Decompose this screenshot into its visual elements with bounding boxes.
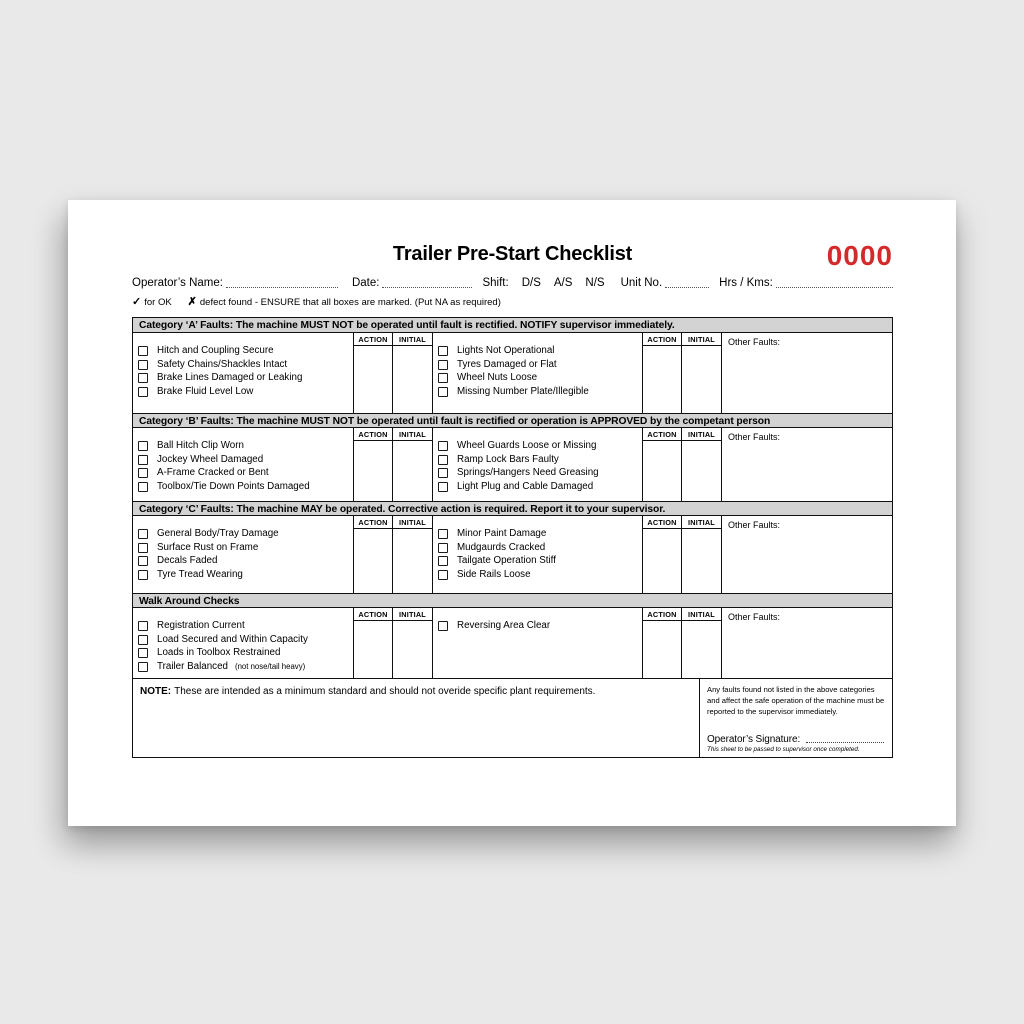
- action-column-header: ACTION: [354, 333, 392, 346]
- item-label: Ball Hitch Clip Worn: [157, 440, 244, 452]
- item-label: Brake Fluid Level Low: [157, 386, 254, 398]
- section-body-category-c: [133, 516, 892, 593]
- other-faults-label: Other Faults:: [728, 520, 781, 531]
- checkbox[interactable]: [438, 387, 448, 397]
- checklist-item: [433, 385, 642, 399]
- item-label: Hitch and Coupling Secure: [157, 345, 274, 357]
- checklist-items-left: [133, 516, 354, 593]
- operator-name-input-line[interactable]: [226, 287, 338, 288]
- hrs-kms-label: Hrs / Kms:: [719, 277, 773, 289]
- check-icon: ✓: [132, 296, 142, 309]
- sheet-number: 0000: [826, 240, 893, 271]
- initial-entry-cell[interactable]: [393, 441, 432, 501]
- initial-column-header: INITIAL: [393, 428, 432, 441]
- item-label: Reversing Area Clear: [457, 620, 551, 632]
- action-entry-cell[interactable]: [354, 441, 392, 501]
- page-title: Trailer Pre-Start Checklist: [392, 243, 633, 265]
- item-label: Safety Chains/Shackles Intact: [157, 358, 288, 370]
- checklist-item: [433, 480, 642, 494]
- note-cell: [133, 679, 700, 757]
- item-suffix: (not nose/tail heavy): [234, 662, 306, 672]
- initial-column: [393, 333, 433, 413]
- section-body-category-a: [133, 333, 892, 413]
- item-label: Lights Not Operational: [457, 345, 555, 357]
- checklist-item: [433, 344, 642, 358]
- action-column-header: ACTION: [643, 516, 681, 529]
- section-header-category-a: Category ‘A’ Faults: The machine MUST NOT be operated until fault is rectified. NOTIFY supervisor immediately.: [133, 318, 892, 333]
- operator-name-label: Operator’s Name:: [132, 277, 223, 289]
- item-label: Brake Lines Damaged or Leaking: [157, 372, 303, 384]
- action-column: [354, 333, 393, 413]
- checklist-table: [132, 317, 893, 758]
- note-label: NOTE:: [140, 686, 172, 698]
- action-column-header: ACTION: [354, 516, 392, 529]
- checklist-item: [433, 453, 642, 467]
- checkbox[interactable]: [138, 387, 148, 397]
- initial-entry-cell[interactable]: [682, 621, 721, 678]
- checkbox[interactable]: [438, 570, 448, 580]
- unit-no-input-line[interactable]: [665, 287, 709, 288]
- shift-label: Shift:: [482, 277, 509, 289]
- action-column: [643, 428, 682, 501]
- initial-entry-cell[interactable]: [682, 346, 721, 413]
- section-header-category-b: Category ‘B’ Faults: The machine MUST NOT be operated until fault is rectified or operation is APPROVED by the competant person: [133, 413, 892, 428]
- action-entry-cell[interactable]: [354, 621, 392, 678]
- initial-entry-cell[interactable]: [682, 441, 721, 501]
- checklist-item: [133, 541, 353, 555]
- action-column-header: ACTION: [643, 428, 681, 441]
- action-column-header: ACTION: [643, 608, 681, 621]
- action-column: [643, 516, 682, 593]
- checklist-items-left: [133, 608, 354, 678]
- other-faults-label: Other Faults:: [728, 612, 781, 623]
- checkbox[interactable]: [438, 468, 448, 478]
- checklist-items-left: [133, 333, 354, 413]
- checklist-item: [433, 555, 642, 569]
- date-label: Date:: [351, 277, 380, 289]
- initial-column-header: INITIAL: [682, 333, 721, 346]
- action-column: [643, 608, 682, 678]
- other-faults-cell[interactable]: [722, 333, 892, 413]
- footer-row: [133, 678, 892, 757]
- section-header-category-c: Category ‘C’ Faults: The machine MAY be operated. Corrective action is required. Report it to your supervisor.: [133, 501, 892, 516]
- initial-column-header: INITIAL: [682, 608, 721, 621]
- checklist-item: [133, 619, 353, 633]
- action-column-header: ACTION: [643, 333, 681, 346]
- checklist-item: [133, 660, 353, 674]
- item-label: Missing Number Plate/Illegible: [457, 386, 589, 398]
- item-label: Tyre Tread Wearing: [157, 569, 243, 581]
- checkbox[interactable]: [138, 543, 148, 553]
- checklist-items-right: [433, 516, 643, 593]
- action-entry-cell[interactable]: [643, 346, 681, 413]
- checkbox[interactable]: [438, 482, 448, 492]
- checklist-items-right: [433, 608, 643, 678]
- cross-legend-text: defect found - ENSURE that all boxes are marked. (Put NA as required): [199, 297, 501, 309]
- checkbox[interactable]: [438, 373, 448, 383]
- checklist-item: [133, 633, 353, 647]
- checkbox[interactable]: [138, 529, 148, 539]
- item-label: Loads in Toolbox Restrained: [157, 647, 281, 659]
- signature-label: Operator’s Signature:: [707, 733, 801, 745]
- initial-column: [393, 516, 433, 593]
- other-faults-cell[interactable]: [722, 428, 892, 501]
- check-legend-text: for OK: [144, 297, 172, 309]
- signature-cell: [700, 679, 892, 757]
- signature-row: [707, 734, 885, 745]
- other-faults-cell[interactable]: [722, 516, 892, 593]
- action-column: [354, 608, 393, 678]
- item-label: Toolbox/Tie Down Points Damaged: [157, 481, 310, 493]
- checkbox[interactable]: [138, 635, 148, 645]
- item-label: General Body/Tray Damage: [157, 528, 279, 540]
- checklist-item: [133, 385, 353, 399]
- checkbox[interactable]: [438, 441, 448, 451]
- checklist-item: [133, 527, 353, 541]
- checkbox[interactable]: [138, 373, 148, 383]
- checkbox[interactable]: [438, 543, 448, 553]
- checklist-item: [133, 372, 353, 386]
- item-label: Trailer Balanced: [157, 661, 228, 673]
- action-entry-cell[interactable]: [354, 346, 392, 413]
- checkbox[interactable]: [138, 556, 148, 566]
- checklist-item: [133, 439, 353, 453]
- checklist-item: [133, 344, 353, 358]
- initial-column-header: INITIAL: [682, 516, 721, 529]
- checkbox[interactable]: [438, 529, 448, 539]
- section-body-category-b: [133, 428, 892, 501]
- checkbox[interactable]: [138, 482, 148, 492]
- checklist-item: [433, 541, 642, 555]
- marking-legend: [132, 296, 893, 309]
- initial-column-header: INITIAL: [682, 428, 721, 441]
- checklist-item: [433, 568, 642, 582]
- checklist-item: [133, 647, 353, 661]
- initial-column: [682, 516, 722, 593]
- action-column-header: ACTION: [354, 608, 392, 621]
- action-column: [354, 428, 393, 501]
- checkbox[interactable]: [138, 455, 148, 465]
- item-label: Ramp Lock Bars Faulty: [457, 453, 559, 465]
- checklist-item: [133, 453, 353, 467]
- hrs-kms-input-line[interactable]: [776, 287, 893, 288]
- initial-column-header: INITIAL: [393, 608, 432, 621]
- checkbox[interactable]: [138, 346, 148, 356]
- item-label: Wheel Guards Loose or Missing: [457, 440, 597, 452]
- checklist-item: [433, 467, 642, 481]
- checkbox[interactable]: [438, 346, 448, 356]
- section-body-walk-around: [133, 608, 892, 678]
- item-label: Surface Rust on Frame: [157, 541, 259, 553]
- item-label: Tyres Damaged or Flat: [457, 358, 557, 370]
- initial-entry-cell[interactable]: [393, 621, 432, 678]
- checklist-item: [433, 619, 642, 633]
- unit-no-label: Unit No.: [620, 277, 663, 289]
- item-label: A-Frame Cracked or Bent: [157, 467, 269, 479]
- checklist-sheet: [68, 200, 956, 826]
- checkbox[interactable]: [438, 556, 448, 566]
- checklist-items-right: [433, 428, 643, 501]
- item-label: Springs/Hangers Need Greasing: [457, 467, 599, 479]
- item-label: Side Rails Loose: [457, 569, 531, 581]
- checklist-item: [133, 480, 353, 494]
- action-entry-cell[interactable]: [643, 621, 681, 678]
- checklist-item: [133, 467, 353, 481]
- checkbox[interactable]: [138, 662, 148, 672]
- item-label: Decals Faded: [157, 555, 218, 567]
- checklist-items-left: [133, 428, 354, 501]
- date-input-line[interactable]: [382, 287, 472, 288]
- checklist-items-right: [433, 333, 643, 413]
- action-column: [354, 516, 393, 593]
- item-label: Light Plug and Cable Damaged: [457, 481, 594, 493]
- item-label: Minor Paint Damage: [457, 528, 547, 540]
- item-label: Tailgate Operation Stiff: [457, 555, 556, 567]
- initial-entry-cell[interactable]: [393, 346, 432, 413]
- item-label: Jockey Wheel Damaged: [157, 453, 264, 465]
- shift-option-afternoon[interactable]: A/S: [553, 277, 573, 289]
- initial-column: [393, 428, 433, 501]
- cross-icon: ✗: [187, 296, 197, 309]
- other-faults-cell[interactable]: [722, 608, 892, 678]
- signature-footnote: This sheet to be passed to supervisor once completed.: [707, 745, 860, 753]
- checkbox[interactable]: [138, 621, 148, 631]
- action-column: [643, 333, 682, 413]
- checkbox[interactable]: [138, 570, 148, 580]
- checkbox[interactable]: [138, 468, 148, 478]
- initial-column-header: INITIAL: [393, 516, 432, 529]
- item-label: Load Secured and Within Capacity: [157, 633, 308, 645]
- shift-option-day[interactable]: D/S: [521, 277, 541, 289]
- checklist-item: [133, 568, 353, 582]
- checklist-item: [433, 358, 642, 372]
- initial-column: [682, 333, 722, 413]
- initial-column: [393, 608, 433, 678]
- action-column-header: ACTION: [354, 428, 392, 441]
- other-faults-label: Other Faults:: [728, 337, 781, 348]
- initial-column-header: INITIAL: [393, 333, 432, 346]
- action-entry-cell[interactable]: [643, 529, 681, 593]
- checklist-item: [433, 439, 642, 453]
- initial-column: [682, 428, 722, 501]
- other-faults-label: Other Faults:: [728, 432, 781, 443]
- checkbox[interactable]: [438, 621, 448, 631]
- supervisor-note: Any faults found not listed in the above categories and affect the safe operation of the machine must be reported to the supervisor immediately.: [707, 685, 885, 717]
- checkbox[interactable]: [138, 648, 148, 658]
- checkbox[interactable]: [438, 360, 448, 370]
- shift-option-night[interactable]: N/S: [585, 277, 605, 289]
- initial-entry-cell[interactable]: [393, 529, 432, 593]
- item-label: Wheel Nuts Loose: [457, 372, 538, 384]
- checkbox[interactable]: [138, 360, 148, 370]
- checklist-item: [433, 527, 642, 541]
- initial-entry-cell[interactable]: [682, 529, 721, 593]
- signature-input-line[interactable]: [806, 742, 884, 743]
- checkbox[interactable]: [438, 455, 448, 465]
- checklist-item: [433, 372, 642, 386]
- action-entry-cell[interactable]: [643, 441, 681, 501]
- action-entry-cell[interactable]: [354, 529, 392, 593]
- note-text: These are intended as a minimum standard and should not overide specific plant requirements.: [174, 686, 596, 698]
- item-label: Registration Current: [157, 620, 245, 632]
- checkbox[interactable]: [138, 441, 148, 451]
- checklist-item: [133, 358, 353, 372]
- initial-column: [682, 608, 722, 678]
- item-label: Mudgaurds Cracked: [457, 541, 546, 553]
- checklist-item: [133, 555, 353, 569]
- section-header-walk-around: Walk Around Checks: [133, 593, 892, 608]
- header-fields: [132, 277, 893, 290]
